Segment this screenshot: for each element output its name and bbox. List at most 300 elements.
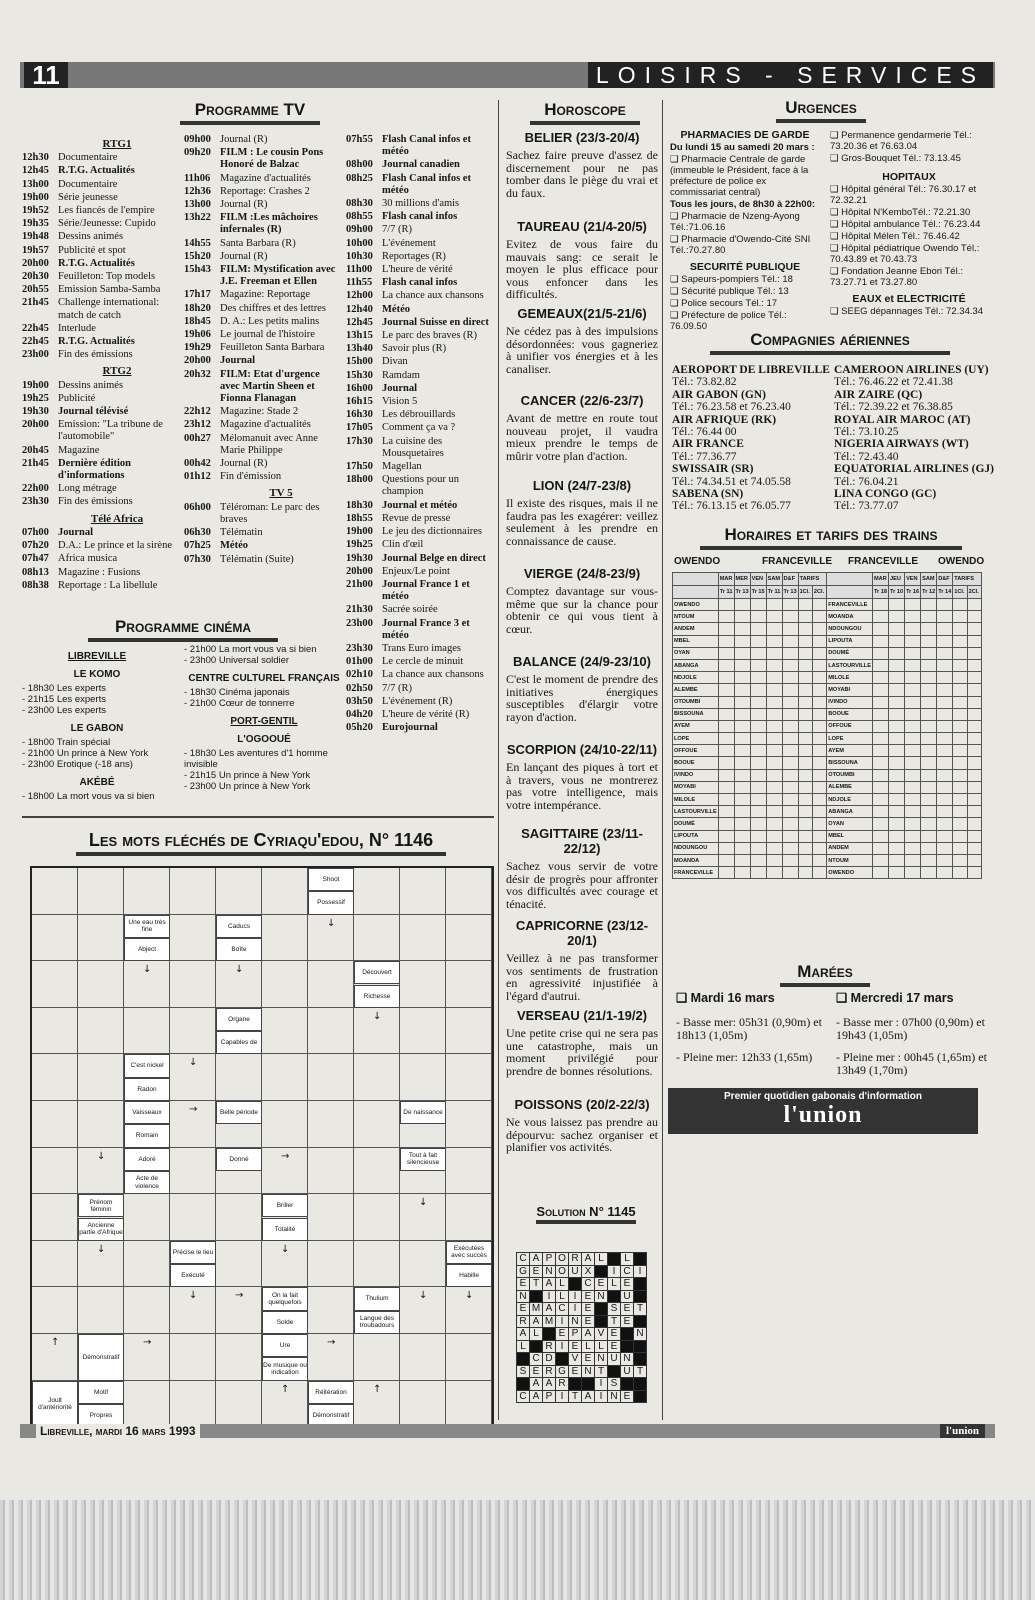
solution-black-cell: [569, 1278, 582, 1291]
solution-letter: I: [556, 1315, 569, 1328]
train-cell: [905, 672, 921, 684]
program-time: 19h30: [346, 552, 373, 564]
crossword-cell[interactable]: [32, 1008, 78, 1055]
train-row: [673, 623, 982, 635]
crossword-cell[interactable]: [446, 1054, 492, 1101]
train-cell: [734, 720, 750, 732]
train-row: [673, 769, 982, 781]
crossword-cell[interactable]: [78, 1054, 124, 1101]
crossword-cell[interactable]: [400, 1241, 446, 1288]
union-box: [668, 1088, 978, 1140]
train-row: [673, 696, 982, 708]
station-name: ABANGA: [827, 806, 873, 818]
crossword-cell[interactable]: [170, 868, 216, 915]
program-row: [346, 618, 496, 642]
train-cell: [798, 611, 812, 623]
train-cell: [782, 867, 798, 879]
program-title: Documentaire: [58, 152, 118, 164]
train-row: [673, 745, 982, 757]
crossword-cell[interactable]: [262, 1101, 308, 1148]
crossword-cell[interactable]: [446, 1194, 492, 1241]
train-row: [673, 733, 982, 745]
crossword-cell[interactable]: [262, 1008, 308, 1055]
arrow-icon: ↑: [281, 1383, 290, 1395]
program-time: 07h25: [184, 540, 211, 552]
airline-phone: Tél.: 74.34.51 et 74.05.58: [672, 475, 791, 488]
sign-name: GEMEAUX(21/5-21/6): [517, 306, 647, 321]
program-time: 13h00: [22, 178, 49, 190]
crossword-cell[interactable]: [170, 1008, 216, 1055]
crossword-cell[interactable]: [170, 1334, 216, 1381]
solution-letter: E: [530, 1365, 543, 1378]
crossword-cell[interactable]: [78, 915, 124, 962]
crossword-cell[interactable]: [400, 1381, 446, 1428]
airline-phone: Tél.: 73.82.82: [672, 376, 737, 389]
urgences-left: [670, 130, 820, 333]
program-time: 07h55: [346, 134, 373, 145]
crossword-cell[interactable]: [170, 961, 216, 1008]
train-cell: [953, 842, 967, 854]
crossword-cell[interactable]: [216, 1054, 262, 1101]
crossword-clue: Tout à fait silencieuse: [400, 1148, 446, 1171]
solution-row: [517, 1378, 647, 1391]
crossword-cell[interactable]: [32, 1101, 78, 1148]
program-row: [184, 527, 338, 539]
tv-title: Programme TV: [180, 100, 320, 125]
train-cell: [718, 794, 734, 806]
train-cell: [921, 696, 937, 708]
train-cell: [766, 818, 782, 830]
crossword-cell[interactable]: [32, 915, 78, 962]
horoscope-sign: [506, 393, 658, 462]
train-number-header: Tr 12: [921, 586, 937, 599]
train-day-header: MAR: [718, 573, 734, 586]
solution-letter: L: [556, 1278, 569, 1291]
arrow-icon: →: [235, 1290, 244, 1302]
solution-row: [517, 1315, 647, 1328]
emergency-line: ❑ Pharmacie d'Owendo-Cité SNI Tél.:70.27.80: [670, 234, 811, 256]
sign-text: Ne cédez pas à des impulsions désordonnées: vous gagneriez à unifier vos énergies et à les canaliser.: [506, 324, 658, 376]
crossword-cell[interactable]: [400, 1334, 446, 1381]
emergency-line: ❑ Sapeurs-pompiers Tél.: 18: [670, 274, 793, 285]
train-cell: [734, 745, 750, 757]
train-day-header: VEN: [750, 573, 766, 586]
pharmacies-title: PHARMACIES DE GARDE: [680, 129, 810, 141]
program-row: [184, 355, 338, 367]
crossword-cell[interactable]: [354, 1334, 400, 1381]
crossword-clue: On la fait quelquefois: [262, 1287, 308, 1310]
train-cell: [905, 745, 921, 757]
train-cell: [872, 830, 888, 842]
program-time: 11h06: [184, 172, 211, 184]
crossword-cell[interactable]: [446, 1148, 492, 1195]
crossword-cell[interactable]: [400, 915, 446, 962]
crossword-cell[interactable]: [308, 1054, 354, 1101]
train-cell: [872, 842, 888, 854]
crossword-cell[interactable]: [124, 1287, 170, 1334]
station-name: MBEL: [673, 635, 719, 647]
station-name: BISSOUNA: [673, 708, 719, 720]
train-cell: [953, 830, 967, 842]
crossword-clue: Organe: [216, 1008, 262, 1031]
hopitaux-title: HOPITAUX: [882, 171, 936, 183]
airline-name: AIR GABON (GN): [672, 388, 766, 401]
train-cell: [812, 867, 826, 879]
sign-name: TAUREAU (21/4-20/5): [517, 219, 647, 234]
train-cell: [798, 684, 812, 696]
train-cell: [812, 647, 826, 659]
crossword-cell[interactable]: [308, 1148, 354, 1195]
program-title: Journal: [220, 355, 256, 367]
solution-black-cell: [634, 1340, 647, 1353]
train-cell: [812, 672, 826, 684]
crossword-cell[interactable]: [216, 868, 262, 915]
train-cell: [889, 647, 905, 659]
program-row: [22, 231, 172, 243]
solution-letter: N: [543, 1265, 556, 1278]
crossword-cell[interactable]: [446, 1381, 492, 1428]
cinema-showing: - 18h00 Train spécial: [22, 737, 111, 748]
program-row: [22, 540, 172, 552]
program-time: 20h32: [184, 368, 211, 380]
program-time: 19h57: [22, 244, 49, 256]
cinema-showing: - 18h30 Cinéma japonais: [184, 687, 290, 698]
program-title: FILM :Les mâchoires infernales (R): [220, 212, 318, 236]
horoscope-sign: [506, 1097, 658, 1154]
crossword-cell[interactable]: [216, 1334, 262, 1381]
airline-phone: Tél.: 72.39.22 et 76.38.85: [834, 401, 953, 414]
program-title: Flash Canal infos et météo: [382, 172, 471, 196]
train-cell: [967, 781, 981, 793]
program-title: Trans Euro images: [382, 642, 461, 654]
solution-black-cell: [608, 1253, 621, 1266]
program-row: [346, 436, 496, 460]
crossword-cell[interactable]: [446, 915, 492, 962]
train-cell: [889, 684, 905, 696]
crossword-cell[interactable]: [32, 1194, 78, 1241]
sign-text: Sachez faire preuve d'assez de discernement pour ne pas tomber dans le piège du vrai et du faux.: [506, 148, 658, 200]
train-cell: [782, 635, 798, 647]
arrow-icon: ↓: [97, 1150, 106, 1162]
solution-letter: I: [556, 1340, 569, 1353]
train-cell: [872, 672, 888, 684]
crossword-cell[interactable]: [78, 868, 124, 915]
crossword-cell[interactable]: [124, 1241, 170, 1288]
crossword-cell[interactable]: [354, 1148, 400, 1195]
train-cell: [812, 794, 826, 806]
train-number-header: Tr 14: [937, 586, 953, 599]
crossword-cell[interactable]: [124, 1194, 170, 1241]
airline-phone: Tél.: 76.44 00: [672, 426, 737, 439]
train-cell: [889, 757, 905, 769]
sign-text: En lançant des piques à tort et à travers, vous ne montrerez pas votre intelligence, mais votre intempérance.: [506, 760, 658, 812]
cinema-showing: - 23h00 Un prince à New York: [184, 781, 311, 792]
solution-letter: T: [569, 1390, 582, 1403]
program-time: 23h00: [22, 349, 49, 361]
train-cell: [953, 745, 967, 757]
program-title: Challenge international: match de catch: [58, 297, 160, 321]
train-cell: [798, 757, 812, 769]
train-cell: [734, 781, 750, 793]
airlines-title: Compagnies aériennes: [710, 330, 950, 355]
train-cell: [953, 720, 967, 732]
program-title: Emission Samba-Samba: [58, 284, 161, 296]
train-cell: [766, 781, 782, 793]
station-name: MBEL: [827, 830, 873, 842]
crossword-clue: Propres: [78, 1404, 124, 1427]
crossword-cell[interactable]: [262, 961, 308, 1008]
route-right-from: FRANCEVILLE: [848, 556, 918, 567]
crossword-cell[interactable]: [354, 1241, 400, 1288]
crossword-cell[interactable]: [354, 1194, 400, 1241]
solution-letter: I: [543, 1290, 556, 1303]
program-row: [346, 238, 496, 250]
crossword-cell[interactable]: [32, 1241, 78, 1288]
program-time: 19h30: [22, 406, 49, 418]
train-cell: [718, 611, 734, 623]
column-rule: [662, 100, 663, 1420]
train-cell: [921, 806, 937, 818]
crossword-cell[interactable]: [308, 1101, 354, 1148]
crossword-cell[interactable]: [216, 1381, 262, 1428]
train-row: [673, 647, 982, 659]
crossword-clue: Démonstratif: [308, 1404, 354, 1427]
train-cell: [798, 867, 812, 879]
program-row: [346, 304, 496, 316]
solution-letter: R: [569, 1253, 582, 1266]
program-time: 21h45: [22, 297, 49, 309]
train-cell: [905, 867, 921, 879]
crossword-cell[interactable]: [354, 868, 400, 915]
crossword-cell[interactable]: [446, 961, 492, 1008]
program-row: [184, 458, 338, 470]
sign-name: BALANCE (24/9-23/10): [513, 654, 651, 669]
crossword-cell[interactable]: [262, 915, 308, 962]
crossword-cell[interactable]: [400, 961, 446, 1008]
solution-letter: M: [543, 1315, 556, 1328]
program-time: 12h00: [346, 290, 373, 302]
crossword-cell[interactable]: [354, 1054, 400, 1101]
train-cell: [967, 635, 981, 647]
program-time: 20h00: [22, 257, 49, 269]
crossword-cell[interactable]: [32, 961, 78, 1008]
program-title: Reportage : La libellule: [58, 579, 158, 591]
train-cell: [889, 635, 905, 647]
maree-day-tuesday: [676, 992, 828, 1072]
train-cell: [812, 733, 826, 745]
program-row: [346, 461, 496, 473]
crossword-cell[interactable]: [170, 915, 216, 962]
solution-letter: E: [556, 1328, 569, 1341]
program-row: [346, 277, 496, 289]
horoscope-sign: [506, 742, 658, 811]
crossword-cell[interactable]: [262, 868, 308, 915]
crossword-cell[interactable]: [78, 961, 124, 1008]
crossword-cell[interactable]: [170, 1194, 216, 1241]
crossword-cell[interactable]: [354, 915, 400, 962]
train-cell: [718, 635, 734, 647]
train-cell: [734, 867, 750, 879]
sign-text: C'est le moment de prendre des initiatives énergiques susceptibles d'élargir votre rayon d'action.: [506, 672, 658, 724]
crossword-cell[interactable]: [446, 1334, 492, 1381]
crossword-cell[interactable]: [32, 868, 78, 915]
crossword-cell[interactable]: [78, 1101, 124, 1148]
solution-letter: E: [621, 1315, 634, 1328]
program-time: 18h55: [346, 512, 373, 524]
train-cell: [872, 757, 888, 769]
solution-letter: L: [517, 1340, 530, 1353]
program-title: Questions pour un champion: [382, 474, 459, 498]
program-title: Fin des émissions: [58, 349, 133, 361]
program-title: Emission: "La tribune de l'automobile": [58, 419, 163, 443]
train-cell: [905, 708, 921, 720]
train-cell: [734, 611, 750, 623]
crossword-clue: Ancienne partie d'Afrique: [78, 1218, 124, 1241]
crossword-cell[interactable]: [32, 1054, 78, 1101]
train-cell: [889, 623, 905, 635]
station-name: LOPE: [673, 733, 719, 745]
program-time: 20h45: [22, 444, 49, 456]
train-table: [672, 572, 982, 879]
train-cell: [766, 830, 782, 842]
station-name: ANDEM: [827, 842, 873, 854]
crossword-cell[interactable]: [32, 1287, 78, 1334]
program-row: [22, 179, 172, 191]
sign-name: VERSEAU (21/1-19/2): [516, 1008, 648, 1023]
horoscope-sign: [506, 566, 658, 635]
sign-name: CANCER (22/6-23/7): [520, 393, 644, 408]
crossword-cell[interactable]: [262, 1054, 308, 1101]
program-row: [22, 152, 172, 164]
train-cell: [766, 623, 782, 635]
program-title: Magazine: Reportage: [220, 289, 311, 301]
program-title: Eurojournal: [382, 722, 438, 734]
crossword-cell[interactable]: [446, 868, 492, 915]
train-cell: [937, 696, 953, 708]
program-time: 00h42: [184, 458, 211, 470]
train-cell: [782, 733, 798, 745]
program-time: 05h20: [346, 722, 373, 734]
footer-logo: l'union: [940, 1424, 985, 1438]
program-row: [346, 330, 496, 342]
program-time: 19h00: [22, 379, 49, 391]
solution-letter: U: [621, 1365, 634, 1378]
emergency-line: ❑ Fondation Jeanne Ebori Tél.: 73.27.71 et 73.27.80: [830, 266, 963, 288]
crossword-cell[interactable]: [216, 1194, 262, 1241]
crossword-cell[interactable]: [78, 1008, 124, 1055]
station-name: FRANCEVILLE: [827, 599, 873, 611]
maree-line: - Basse mer: 05h31 (0,90m) et 18h13 (1,05m): [676, 1014, 822, 1042]
channel-name: Télé Africa: [90, 512, 144, 525]
train-cell: [921, 720, 937, 732]
program-title: 7/7 (R): [382, 682, 413, 694]
crossword-cell[interactable]: [124, 1381, 170, 1428]
crossword-cell[interactable]: [446, 1008, 492, 1055]
route-right-to: OWENDO: [938, 556, 985, 567]
crossword-clue: Démonstratif: [78, 1334, 124, 1381]
program-title: FILM: Mystification avec J.E. Freeman et Ellen: [220, 264, 336, 288]
crossword-cell[interactable]: [400, 868, 446, 915]
arrow-icon: ↓: [143, 964, 152, 976]
program-title: Enjeux/Le point: [382, 565, 450, 577]
train-cell: [889, 830, 905, 842]
train-cell: [798, 647, 812, 659]
train-cell: [967, 647, 981, 659]
station-name: ALEMBE: [827, 781, 873, 793]
program-time: 09h00: [184, 134, 211, 145]
crossword-cell[interactable]: [308, 1287, 354, 1334]
program-time: 08h55: [346, 211, 373, 223]
channel-name: TV 5: [269, 487, 293, 500]
train-cell: [718, 818, 734, 830]
solution-letter: C: [582, 1278, 595, 1291]
crossword-cell[interactable]: [216, 1241, 262, 1288]
crossword-cell[interactable]: [170, 1148, 216, 1195]
section-title: LOISIRS - SERVICES: [588, 62, 993, 88]
train-cell: [937, 611, 953, 623]
cinema-venue: LE GABON: [70, 723, 124, 734]
crossword-cell[interactable]: [124, 1008, 170, 1055]
program-row: [346, 526, 496, 538]
train-cell: [953, 708, 967, 720]
train-cell: [921, 745, 937, 757]
train-number-header: 1Cl.: [798, 586, 812, 599]
train-cell: [782, 854, 798, 866]
train-cell: [718, 733, 734, 745]
crossword-cell[interactable]: [170, 1381, 216, 1428]
solution-black-cell: [595, 1265, 608, 1278]
crossword-cell[interactable]: [446, 1101, 492, 1148]
train-cell: [921, 708, 937, 720]
crossword-cell[interactable]: [308, 1008, 354, 1055]
train-cell: [967, 611, 981, 623]
crossword-cell[interactable]: [32, 1148, 78, 1195]
station-name: FRANCEVILLE: [673, 867, 719, 879]
train-day-header: SAM: [766, 573, 782, 586]
train-row: [673, 635, 982, 647]
train-cell: [921, 794, 937, 806]
train-routes: [672, 556, 985, 570]
solution-black-cell: [582, 1378, 595, 1391]
train-cell: [750, 769, 766, 781]
train-cell: [766, 769, 782, 781]
crossword-cell[interactable]: [400, 1008, 446, 1055]
crossword-cell[interactable]: [124, 868, 170, 915]
train-cell: [889, 745, 905, 757]
train-row: [673, 806, 982, 818]
solution-letter: R: [543, 1365, 556, 1378]
train-cell: [750, 757, 766, 769]
crossword-cell[interactable]: [308, 961, 354, 1008]
train-corner: [673, 573, 719, 586]
crossword-cell[interactable]: [308, 1241, 354, 1288]
solution-letter: C: [621, 1265, 634, 1278]
train-cell: [921, 867, 937, 879]
program-title: R.T.G. Actualités: [58, 165, 135, 177]
train-cell: [734, 623, 750, 635]
train-cell: [937, 599, 953, 611]
train-cell: [889, 842, 905, 854]
airline-name: CAMEROON AIRLINES (UY): [834, 364, 989, 376]
program-title: Publicité et spot: [58, 244, 126, 256]
train-cell: [905, 842, 921, 854]
program-row: [346, 264, 496, 276]
crossword-cell[interactable]: [400, 1054, 446, 1101]
train-cell: [766, 806, 782, 818]
crossword-cell[interactable]: [78, 1287, 124, 1334]
crossword-cell[interactable]: [354, 1101, 400, 1148]
crossword-cell[interactable]: [308, 1194, 354, 1241]
